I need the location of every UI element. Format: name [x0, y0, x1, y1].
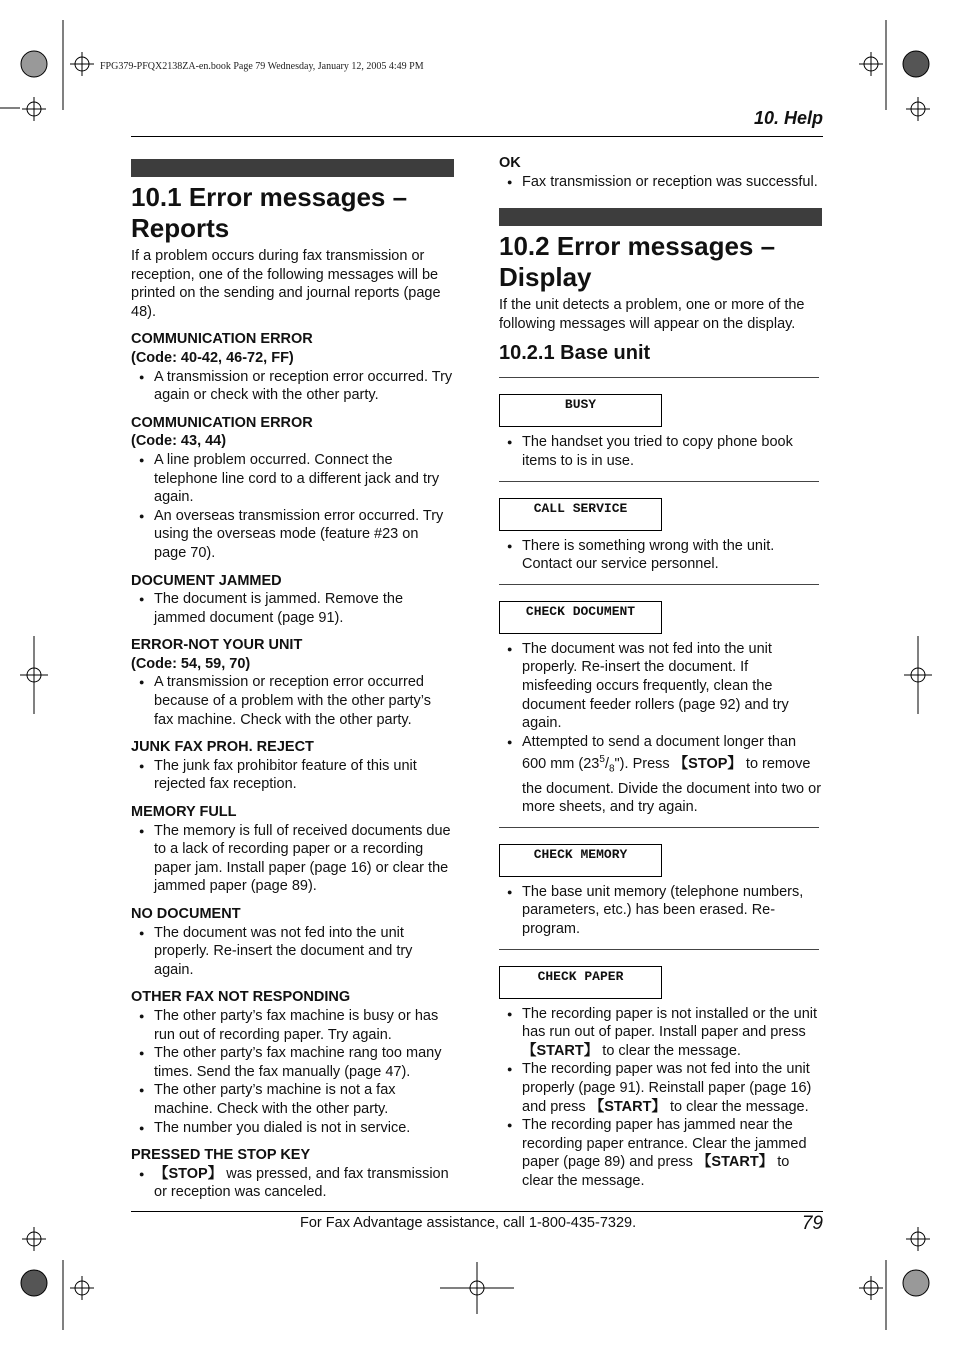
- error-entry: [131, 1146, 454, 1202]
- divider: [499, 481, 819, 482]
- display-message: CHECK DOCUMENT: [499, 601, 662, 634]
- footer-rule: [131, 1211, 823, 1212]
- bullet-item: ● The recording paper was not fed into the unit properly (page 91). Reinstall paper (page 16) and press 【START】 to clear the message.: [499, 1060, 822, 1116]
- display-message: CHECK PAPER: [499, 966, 662, 999]
- bullet-item: ● The handset you tried to copy phone book items to is in use.: [499, 433, 822, 470]
- start-key: 【START】: [522, 1042, 599, 1059]
- start-key: 【START】: [589, 1098, 666, 1115]
- entry-title: NO DOCUMENT: [131, 906, 241, 922]
- section-intro: If the unit detects a problem, one or more of the following messages will appear on the display.: [499, 297, 805, 332]
- section-title: 10.2 Error messages – Display: [499, 231, 776, 293]
- display-message: CALL SERVICE: [499, 498, 662, 531]
- right-column: [499, 154, 822, 1191]
- error-entry: [131, 905, 454, 979]
- bullet-item: ● The junk fax prohibitor feature of this unit rejected fax reception.: [131, 757, 454, 794]
- subsection-title: 10.2.1 Base unit: [499, 342, 651, 365]
- error-entry: [131, 803, 454, 896]
- error-entry: [131, 330, 454, 404]
- footer-text: For Fax Advantage assistance, call 1-800-435-7329.: [300, 1215, 637, 1231]
- stop-key: 【STOP】: [154, 1165, 223, 1182]
- bullet-item: ● A transmission or reception error occurred because of a problem with the other party’s fax machine. Check with the other party.: [131, 673, 454, 729]
- bullet-item: ● 【STOP】 was pressed, and fax transmission or reception was canceled.: [131, 1165, 454, 1202]
- entry-code: (Code: 40-42, 46-72, FF): [131, 349, 294, 366]
- print-info: FPG379-PFQX2138ZA-en.book Page 79 Wednesday, January 12, 2005 4:49 PM: [100, 61, 424, 72]
- bullet-item: ● An overseas transmission error occurred. Try using the overseas mode (feature #23 on page 70).: [131, 507, 454, 563]
- display-message: BUSY: [499, 394, 662, 427]
- chapter-title: 10. Help: [753, 108, 823, 128]
- stop-key: 【STOP】: [673, 756, 742, 773]
- bullet-item: ● A transmission or reception error occurred. Try again or check with the other party.: [131, 368, 454, 405]
- start-key: 【START】: [696, 1154, 774, 1171]
- left-column: [131, 159, 454, 1202]
- divider: [499, 377, 819, 378]
- entry-title: COMMUNICATION ERROR: [131, 331, 313, 348]
- bullet-item: ● The document was not fed into the unit properly. Re-insert the document. If misfeeding occurs frequently, clean the document feeder rollers (page 92) and try again.: [499, 640, 822, 733]
- bullet-item: ● There is something wrong with the unit. Contact our service personnel.: [499, 537, 822, 574]
- bullet-item: ● Attempted to send a document longer than 600 mm $(23^5/_8")$. Press 【STOP】 to remove the document. Divide the document into two or more sheets, and try again.: [499, 733, 822, 817]
- error-entry: [131, 572, 454, 628]
- bullet-item: ● The other party’s machine is not a fax machine. Check with the other party.: [131, 1081, 454, 1118]
- page-number: 79: [801, 1213, 823, 1234]
- bullet-item: ● The other party’s fax machine is busy or has run out of recording paper. Try again.: [131, 1007, 454, 1044]
- bullet-item: ● The recording paper has jammed near the recording paper entrance. Clear the jammed paper (page 89) and press 【START】 to clear the message.: [499, 1116, 822, 1190]
- entry-title: DOCUMENT JAMMED: [131, 572, 282, 589]
- bullet-item: ● The number you dialed is not in service.: [131, 1119, 454, 1138]
- entry-title: ERROR-NOT YOUR UNIT: [131, 637, 303, 654]
- divider: [499, 827, 819, 828]
- bullet-item: ● Fax transmission or reception was successful.: [499, 173, 822, 192]
- divider: [499, 949, 819, 950]
- section-bar: [131, 159, 454, 177]
- error-entry: [131, 414, 454, 563]
- section-bar: [499, 208, 822, 226]
- entry-title: OTHER FAX NOT RESPONDING: [131, 989, 351, 1006]
- entry-code: (Code: 54, 59, 70): [131, 655, 251, 672]
- entry-title: JUNK FAX PROH. REJECT: [131, 739, 314, 756]
- error-entry: [131, 738, 454, 794]
- bullet-item: ● The memory is full of received documents due to a lack of recording paper or a recording paper jam. Install paper (page 16) or clear the jammed paper (page 89).: [131, 822, 454, 896]
- section-title: 10.1 Error messages – Reports: [131, 182, 408, 243]
- bullet-item: ● The document is jammed. Remove the jammed document (page 91).: [131, 590, 454, 627]
- display-message: CHECK MEMORY: [499, 844, 662, 877]
- error-entry: [131, 636, 454, 729]
- divider: [499, 584, 819, 585]
- entry-title: PRESSED THE STOP KEY: [131, 1147, 311, 1164]
- entry-title: COMMUNICATION ERROR: [131, 414, 313, 431]
- ok-title: OK: [499, 155, 521, 171]
- section-intro: If a problem occurs during fax transmission or reception, one of the following messages will be printed on the sending and journal reports (page 48).: [131, 248, 441, 320]
- header-rule: [131, 136, 823, 137]
- bullet-item: ● The base unit memory (telephone numbers, parameters, etc.) has been erased. Re-program.: [499, 883, 822, 939]
- entry-title: MEMORY FULL: [131, 804, 237, 821]
- bullet-item: ● A line problem occurred. Connect the telephone line cord to a different jack and try again.: [131, 451, 454, 507]
- error-entry: [131, 988, 454, 1137]
- bullet-item: ● The document was not fed into the unit properly. Re-insert the document and try again.: [131, 924, 454, 980]
- entry-code: (Code: 43, 44): [131, 433, 227, 450]
- bullet-item: ● The recording paper is not installed or the unit has run out of paper. Install paper and press 【START】 to clear the message.: [499, 1005, 822, 1061]
- bullet-item: ● The other party’s fax machine rang too many times. Send the fax manually (page 47).: [131, 1044, 454, 1081]
